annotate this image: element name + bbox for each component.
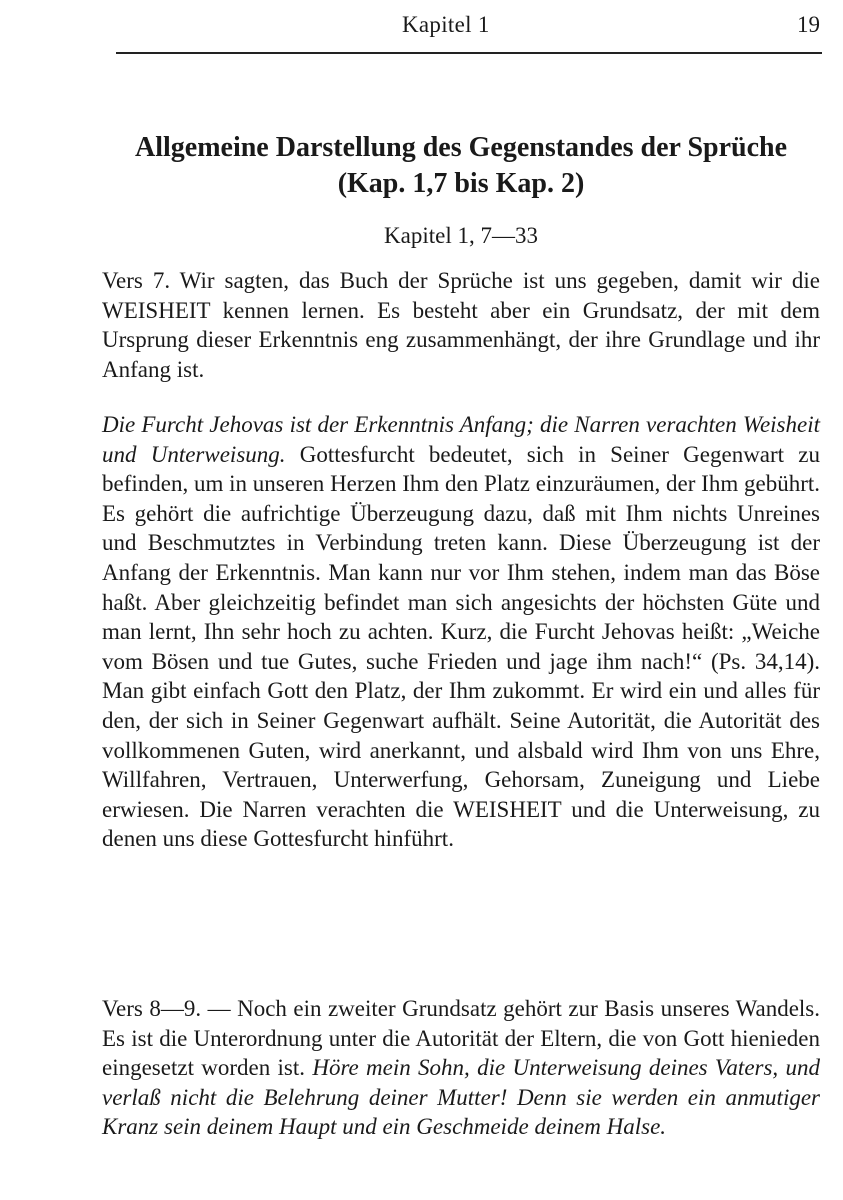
page-header [116,12,822,44]
running-title: Kapitel 1 [402,12,490,37]
chapter-title [100,130,822,202]
section-subtitle: Kapitel 1, 7—33 [384,223,538,248]
paragraph-vers-8-9 [102,994,820,1142]
scripture-quote: Die Furcht Jehovas ist der Erkenntnis Anfang; die Narren verachten Weisheit und Unterweisung. [102,412,820,467]
paragraph-furcht-jehovas [102,410,820,854]
header-rule [116,52,822,54]
page-number: 19 [797,12,820,37]
chapter-title-line-1: Allgemeine Darstellung des Gegenstandes der Sprüche [134,132,788,163]
chapter-title-line-2: (Kap. 1,7 bis Kap. 2) [337,168,585,199]
paragraph-vers-7: Vers 7. Wir sagten, das Buch der Sprüche ist uns gegeben, damit wir die WEISHEIT kennen lernen. Es besteht aber ein Grundsatz, der mit dem Ursprung dieser Erkenntnis eng zusammenhängt, der ihre Grundlage und ihr Anfang ist. [102,268,820,382]
paragraph-text: Gottesfurcht bedeutet, sich in Seiner Gegenwart zu befinden, um in unseren Herzen Ihm den Platz einzuräumen, der Ihm gebührt. Es gehört die aufrichtige Überzeugung dazu, daß mit Ihm nichts Unreines und Beschmutztes in Verbindung treten kann. Diese Überzeugung ist der Anfang der Erkenntnis. Man kann nur vor Ihm stehen, indem man das Böse haßt. Aber gleichzeitig befindet man sich angesichts der höchsten Güte und man lernt, Ihn sehr hoch zu achten. Kurz, die Furcht Jehovas heißt: „Weiche vom Bösen und tue Gutes, suche Frieden und jage ihm nach!“ (Ps. 34,14). Man gibt einfach Gott den Platz, der Ihm zukommt. Er wird ein und alles für den, der sich in Seiner Gegenwart aufhält. Seine Autorität, die Autorität des vollkommenen Guten, wird anerkannt, und alsbald wird Ihm von uns Ehre, Willfahren, Vertrauen, Unterwerfung, Gehorsam, Zuneigung und Liebe erwiesen. Die Narren verachten die WEISHEIT und die Unterweisung, zu denen uns diese Gottesfurcht hinführt. [102,441,820,852]
scripture-quote: Höre mein Sohn, die Unterweisung deines Vaters, und verlaß nicht die Belehrung deiner Mutter! Denn sie werden ein anmutiger Kranz sein deinem Haupt und ein Geschmeide deinem Halse. [102,1055,820,1140]
paragraph-text: Vers 8—9. — Noch ein zweiter Grundsatz gehört zur Basis unseres Wandels. Es ist die Unterordnung unter die Autorität der Eltern, die von Gott hienieden eingesetzt worden ist. [102,996,820,1081]
